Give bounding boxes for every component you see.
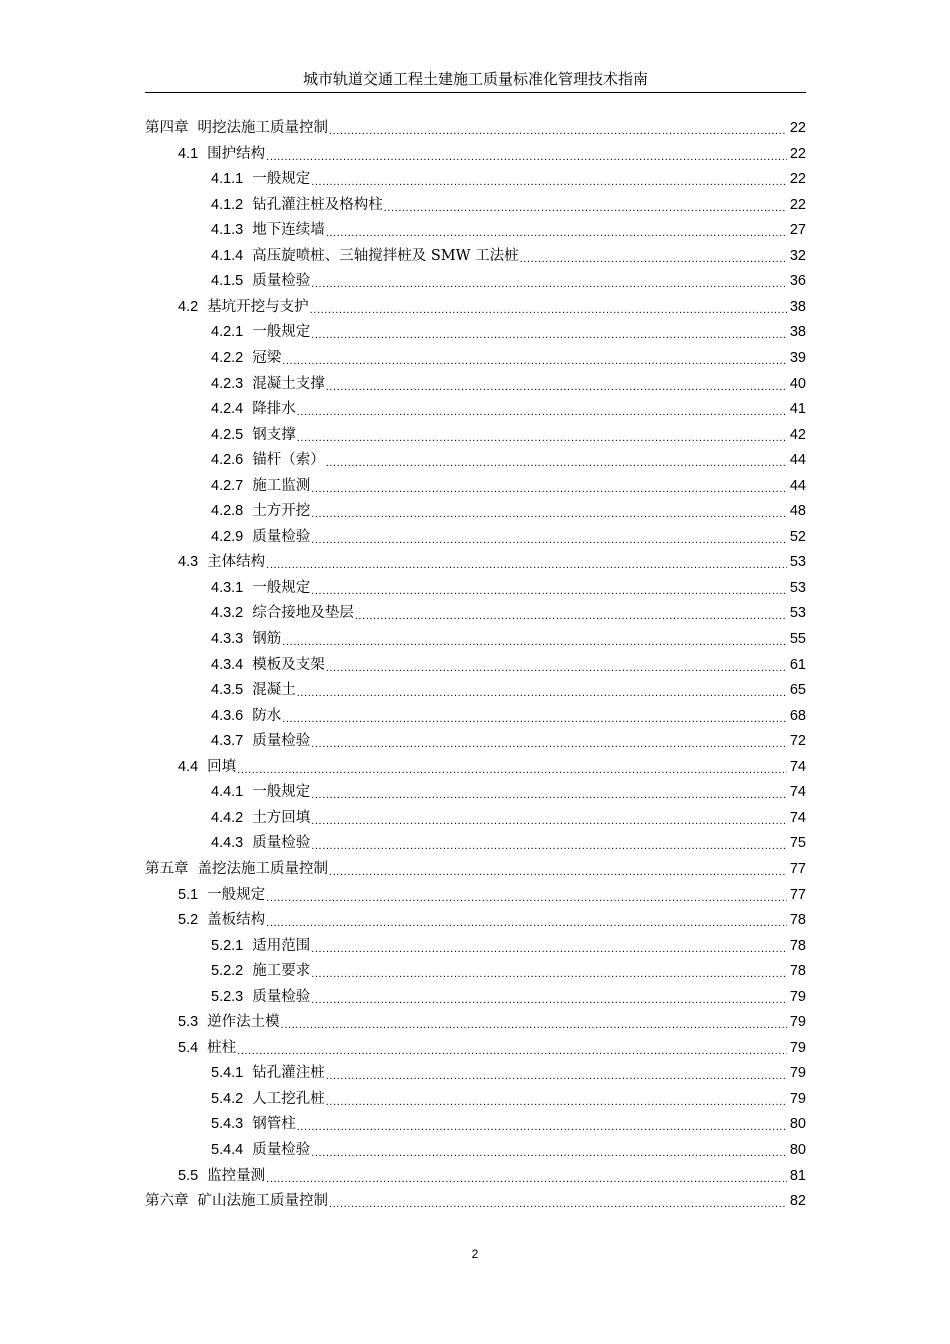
toc-entry[interactable] bbox=[211, 679, 806, 701]
toc-entry-title: 防水 bbox=[252, 707, 282, 724]
toc-dot-leader bbox=[311, 1139, 787, 1161]
toc-entry-page: 79 bbox=[789, 988, 806, 1005]
toc-dot-leader bbox=[237, 1037, 787, 1059]
toc-entry-number: 第四章 bbox=[145, 120, 189, 136]
toc-entry-page: 22 bbox=[789, 145, 806, 162]
toc-entry-title: 适用范围 bbox=[252, 937, 311, 954]
toc-entry-page: 72 bbox=[789, 733, 806, 750]
toc-entry-title: 质量检验 bbox=[252, 1142, 311, 1158]
toc-entry-title: 钻孔灌注桩及格构柱 bbox=[252, 196, 383, 213]
toc-entry-page: 38 bbox=[789, 324, 806, 341]
toc-dot-leader bbox=[297, 1113, 787, 1135]
toc-entry-page: 27 bbox=[789, 222, 806, 239]
toc-entry-title: 高压旋喷桩、三轴搅拌桩及 SMW 工法桩 bbox=[252, 247, 519, 264]
toc-entry-number: 5.1 bbox=[178, 886, 199, 903]
toc-dot-leader bbox=[311, 781, 787, 803]
toc-entry[interactable] bbox=[211, 219, 806, 241]
toc-dot-leader bbox=[237, 756, 787, 778]
toc-entry-number: 4.1.1 bbox=[211, 171, 244, 188]
toc-entry-title: 围护结构 bbox=[207, 145, 266, 162]
toc-entry-page: 74 bbox=[789, 758, 806, 775]
toc-dot-leader bbox=[282, 347, 787, 369]
toc-entry-page: 53 bbox=[789, 579, 806, 596]
toc-entry[interactable] bbox=[211, 577, 806, 599]
toc-entry-title: 钻孔灌注桩 bbox=[252, 1065, 325, 1082]
toc-entry-title: 锚杆（索） bbox=[252, 452, 325, 469]
toc-entry-page: 36 bbox=[789, 273, 806, 290]
toc-entry[interactable] bbox=[211, 705, 806, 727]
toc-entry-title: 一般规定 bbox=[252, 324, 311, 341]
toc-dot-leader bbox=[266, 884, 787, 906]
toc-dot-leader bbox=[311, 730, 787, 752]
toc-dot-leader bbox=[297, 398, 787, 420]
toc-entry-title: 施工监测 bbox=[252, 477, 311, 494]
toc-entry-number: 5.3 bbox=[178, 1014, 199, 1031]
toc-entry-number: 4.1.4 bbox=[211, 247, 244, 264]
toc-entry-number: 第五章 bbox=[145, 860, 189, 877]
toc-entry-number: 4.3.3 bbox=[211, 631, 244, 647]
toc-entry[interactable] bbox=[211, 935, 806, 957]
toc-dot-leader bbox=[266, 551, 787, 573]
toc-entry[interactable] bbox=[145, 858, 806, 880]
toc-entry-page: 38 bbox=[789, 298, 806, 315]
toc-dot-leader bbox=[311, 270, 787, 292]
toc-entry-page: 53 bbox=[789, 605, 806, 622]
toc-entry-number: 5.2.2 bbox=[211, 963, 244, 980]
toc-entry-page: 77 bbox=[789, 860, 806, 877]
toc-entry[interactable] bbox=[211, 526, 806, 548]
toc-entry[interactable] bbox=[178, 1037, 806, 1059]
toc-entry-title: 土方开挖 bbox=[252, 503, 311, 520]
toc-dot-leader bbox=[297, 424, 787, 446]
toc-dot-leader bbox=[326, 1088, 787, 1110]
toc-entry-page: 22 bbox=[789, 171, 806, 188]
toc-entry[interactable] bbox=[211, 986, 806, 1008]
toc-entry-number: 4.1.3 bbox=[211, 222, 244, 239]
toc-entry-page: 79 bbox=[789, 1014, 806, 1031]
toc-entry-page: 79 bbox=[789, 1039, 806, 1056]
toc-entry-title: 质量检验 bbox=[252, 273, 311, 290]
toc-entry-number: 5.4.4 bbox=[211, 1142, 244, 1158]
toc-entry-page: 65 bbox=[789, 682, 806, 699]
toc-entry-page: 40 bbox=[789, 375, 806, 392]
toc-entry-title: 一般规定 bbox=[207, 886, 266, 903]
toc-entry-number: 5.4.3 bbox=[211, 1116, 244, 1133]
toc-dot-leader bbox=[311, 168, 787, 190]
toc-entry-title: 混凝土支撑 bbox=[252, 375, 325, 392]
toc-entry-title: 一般规定 bbox=[252, 579, 311, 596]
toc-dot-leader bbox=[329, 117, 787, 139]
header-rule bbox=[145, 92, 806, 93]
toc-entry[interactable] bbox=[178, 884, 806, 906]
running-header: 城市轨道交通工程土建施工质量标准化管理技术指南 bbox=[302, 70, 648, 88]
toc-entry-title: 模板及支架 bbox=[252, 656, 325, 673]
toc-dot-leader bbox=[311, 475, 787, 497]
toc-entry-page: 44 bbox=[789, 477, 806, 494]
toc-dot-leader bbox=[520, 245, 787, 267]
toc-entry-page: 78 bbox=[789, 963, 806, 980]
toc-entry-title: 逆作法土模 bbox=[207, 1014, 280, 1031]
toc-dot-leader bbox=[326, 373, 787, 395]
toc-entry-title: 综合接地及垫层 bbox=[252, 605, 354, 622]
toc-entry-page: 82 bbox=[789, 1193, 806, 1210]
toc-entry[interactable] bbox=[211, 807, 806, 829]
toc-entry-title: 冠梁 bbox=[252, 349, 282, 366]
toc-entry-number: 4.3 bbox=[178, 554, 199, 571]
toc-entry-number: 4.4.1 bbox=[211, 784, 244, 801]
toc-entry[interactable] bbox=[178, 1165, 806, 1187]
toc-entry-title: 矿山法施工质量控制 bbox=[197, 1193, 328, 1210]
toc-entry-number: 4.3.5 bbox=[211, 682, 244, 699]
toc-entry-page: 44 bbox=[789, 452, 806, 469]
toc-dot-leader bbox=[310, 296, 787, 318]
toc-entry-page: 78 bbox=[789, 937, 806, 954]
toc-entry-number: 4.3.1 bbox=[211, 579, 244, 596]
toc-entry[interactable] bbox=[211, 321, 806, 343]
toc-entry-number: 4.4 bbox=[178, 758, 199, 775]
toc-entry[interactable] bbox=[211, 475, 806, 497]
toc-entry[interactable] bbox=[145, 1190, 806, 1212]
toc-dot-leader bbox=[326, 1062, 787, 1084]
toc-entry-number: 4.2 bbox=[178, 298, 199, 315]
toc-entry-number: 4.1 bbox=[178, 145, 199, 162]
toc-entry-page: 80 bbox=[789, 1116, 806, 1133]
toc-entry[interactable] bbox=[178, 296, 806, 318]
toc-dot-leader bbox=[311, 935, 787, 957]
toc-entry-number: 5.5 bbox=[178, 1167, 199, 1184]
toc-entry-title: 地下连续墙 bbox=[252, 222, 325, 239]
toc-entry-page: 41 bbox=[789, 401, 806, 418]
toc-entry-number: 5.4.2 bbox=[211, 1090, 244, 1107]
toc-entry-number: 4.2.3 bbox=[211, 375, 244, 392]
toc-entry-title: 人工挖孔桩 bbox=[252, 1090, 325, 1107]
toc-dot-leader bbox=[326, 219, 787, 241]
toc-entry-page: 80 bbox=[789, 1142, 806, 1158]
toc-entry[interactable] bbox=[211, 398, 806, 420]
toc-entry-number: 5.2.1 bbox=[211, 937, 244, 954]
toc-entry[interactable] bbox=[211, 245, 806, 267]
toc-entry[interactable] bbox=[211, 1088, 806, 1110]
toc-entry-title: 质量检验 bbox=[252, 988, 311, 1005]
toc-entry[interactable] bbox=[211, 270, 806, 292]
toc-dot-leader bbox=[384, 194, 787, 216]
toc-dot-leader bbox=[311, 986, 787, 1008]
toc-entry[interactable] bbox=[211, 628, 806, 650]
toc-entry-number: 4.2.6 bbox=[211, 452, 244, 469]
toc-entry[interactable] bbox=[211, 373, 806, 395]
toc-entry[interactable] bbox=[211, 500, 806, 522]
toc-entry-title: 明挖法施工质量控制 bbox=[197, 120, 328, 136]
toc-entry[interactable] bbox=[211, 347, 806, 369]
toc-entry[interactable] bbox=[211, 168, 806, 190]
toc-entry-number: 4.2.4 bbox=[211, 401, 244, 418]
toc-entry-page: 68 bbox=[789, 707, 806, 724]
toc-dot-leader bbox=[329, 858, 787, 880]
toc-entry-title: 盖板结构 bbox=[207, 912, 266, 929]
toc-entry-page: 55 bbox=[789, 631, 806, 647]
toc-entry[interactable] bbox=[211, 654, 806, 676]
toc-entry-number: 第六章 bbox=[145, 1193, 189, 1210]
toc-entry-title: 质量检验 bbox=[252, 528, 311, 545]
toc-entry-page: 22 bbox=[789, 120, 806, 136]
toc-entry-title: 主体结构 bbox=[207, 554, 266, 571]
toc-dot-leader bbox=[311, 832, 787, 854]
toc-entry[interactable] bbox=[211, 781, 806, 803]
toc-entry-page: 78 bbox=[789, 912, 806, 929]
toc-entry-page: 42 bbox=[789, 426, 806, 443]
toc-entry-title: 施工要求 bbox=[252, 963, 311, 980]
toc-entry-title: 钢筋 bbox=[252, 631, 282, 647]
toc-entry-page: 39 bbox=[789, 349, 806, 366]
page-number: 2 bbox=[471, 1247, 479, 1261]
toc-entry-page: 74 bbox=[789, 784, 806, 801]
toc-dot-leader bbox=[266, 143, 787, 165]
toc-entry[interactable] bbox=[145, 117, 806, 139]
toc-dot-leader bbox=[311, 577, 787, 599]
toc-entry-page: 75 bbox=[789, 835, 806, 852]
toc-entry-title: 钢支撑 bbox=[252, 426, 296, 443]
toc-entry-title: 盖挖法施工质量控制 bbox=[197, 860, 328, 877]
toc-entry-title: 基坑开挖与支护 bbox=[207, 298, 309, 315]
toc-entry-number: 4.3.7 bbox=[211, 733, 244, 750]
toc-dot-leader bbox=[266, 909, 787, 931]
toc-dot-leader bbox=[281, 1011, 787, 1033]
toc-dot-leader bbox=[282, 705, 787, 727]
toc-entry-number: 4.3.4 bbox=[211, 656, 244, 673]
toc-entry-title: 质量检验 bbox=[252, 733, 311, 750]
toc-entry-page: 79 bbox=[789, 1090, 806, 1107]
toc-entry-page: 81 bbox=[789, 1167, 806, 1184]
toc-dot-leader bbox=[311, 807, 787, 829]
toc-dot-leader bbox=[311, 500, 787, 522]
toc-entry[interactable] bbox=[211, 194, 806, 216]
toc-entry[interactable] bbox=[178, 756, 806, 778]
toc-entry-number: 4.4.2 bbox=[211, 809, 244, 826]
toc-dot-leader bbox=[282, 628, 787, 650]
toc-entry-page: 22 bbox=[789, 196, 806, 213]
toc-entry-page: 48 bbox=[789, 503, 806, 520]
toc-entry-title: 降排水 bbox=[252, 401, 296, 418]
toc-entry[interactable] bbox=[211, 449, 806, 471]
toc-entry-number: 4.1.5 bbox=[211, 273, 244, 290]
toc-entry-number: 4.2.5 bbox=[211, 426, 244, 443]
toc-dot-leader bbox=[297, 679, 787, 701]
toc-entry-number: 4.2.1 bbox=[211, 324, 244, 341]
toc-dot-leader bbox=[311, 960, 787, 982]
toc-entry-number: 4.3.6 bbox=[211, 707, 244, 724]
toc-entry-page: 32 bbox=[789, 247, 806, 264]
toc-entry-number: 4.4.3 bbox=[211, 835, 244, 852]
toc-entry-number: 4.2.2 bbox=[211, 349, 244, 366]
toc-entry-number: 4.2.9 bbox=[211, 528, 244, 545]
toc-entry[interactable] bbox=[211, 832, 806, 854]
toc-entry[interactable] bbox=[211, 1113, 806, 1135]
toc-dot-leader bbox=[326, 654, 787, 676]
toc-dot-leader bbox=[326, 449, 787, 471]
toc-entry-title: 桩柱 bbox=[207, 1039, 237, 1056]
toc-entry-number: 5.4.1 bbox=[211, 1065, 244, 1082]
toc-entry-number: 4.3.2 bbox=[211, 605, 244, 622]
toc-entry[interactable] bbox=[211, 1139, 806, 1161]
toc-entry-page: 77 bbox=[789, 886, 806, 903]
toc-entry-title: 钢管柱 bbox=[252, 1116, 296, 1133]
toc-entry-title: 混凝土 bbox=[252, 682, 296, 699]
toc-entry[interactable] bbox=[178, 909, 806, 931]
toc-entry-title: 一般规定 bbox=[252, 171, 311, 188]
toc-entry[interactable] bbox=[178, 143, 806, 165]
toc-entry-page: 53 bbox=[789, 554, 806, 571]
toc-dot-leader bbox=[311, 526, 787, 548]
toc-entry[interactable] bbox=[211, 602, 806, 624]
toc-entry-title: 一般规定 bbox=[252, 784, 311, 801]
toc-entry-number: 5.2 bbox=[178, 912, 199, 929]
toc-entry-page: 52 bbox=[789, 528, 806, 545]
toc-entry-number: 4.2.7 bbox=[211, 477, 244, 494]
toc-entry-number: 4.1.2 bbox=[211, 196, 244, 213]
toc-entry[interactable] bbox=[211, 1062, 806, 1084]
toc-entry-title: 监控量测 bbox=[207, 1167, 266, 1184]
toc-entry[interactable] bbox=[211, 960, 806, 982]
toc-entry[interactable] bbox=[211, 730, 806, 752]
toc-entry-number: 4.2.8 bbox=[211, 503, 244, 520]
toc-entry-title: 回填 bbox=[207, 758, 237, 775]
toc-entry-number: 5.2.3 bbox=[211, 988, 244, 1005]
toc-entry[interactable] bbox=[211, 424, 806, 446]
toc-entry-title: 土方回填 bbox=[252, 809, 311, 826]
toc-dot-leader bbox=[329, 1190, 787, 1212]
toc-dot-leader bbox=[266, 1165, 787, 1187]
toc-entry[interactable] bbox=[178, 1011, 806, 1033]
toc-entry-page: 74 bbox=[789, 809, 806, 826]
toc-entry-title: 质量检验 bbox=[252, 835, 311, 852]
toc-entry-number: 5.4 bbox=[178, 1039, 199, 1056]
toc-entry-page: 61 bbox=[789, 656, 806, 673]
toc-dot-leader bbox=[355, 602, 787, 624]
toc-entry[interactable] bbox=[178, 551, 806, 573]
toc-entry-page: 79 bbox=[789, 1065, 806, 1082]
toc-dot-leader bbox=[311, 321, 787, 343]
